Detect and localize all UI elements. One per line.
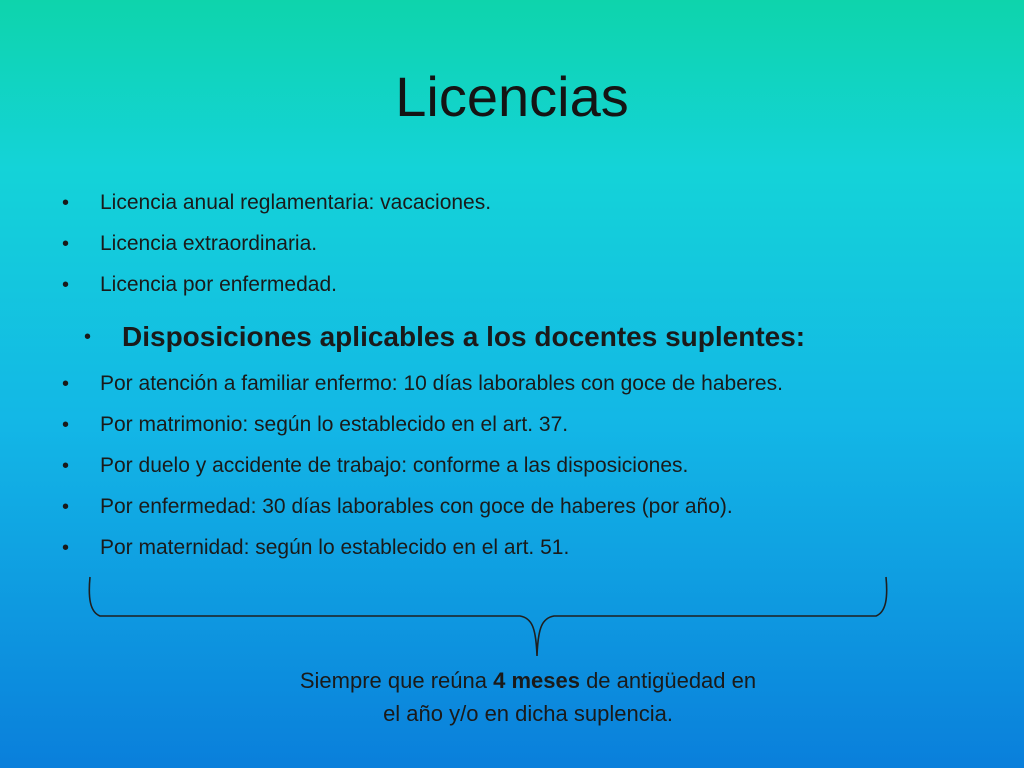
bullet-icon: • xyxy=(62,537,70,559)
note-text-line: el año y/o en dicha suplencia. xyxy=(383,701,673,726)
note-text xyxy=(228,664,828,730)
list-item-text: Por enfermedad: 30 días laborables con goce de haberes (por año). xyxy=(100,495,733,518)
bullet-icon: • xyxy=(84,326,92,348)
list-item-text: Por atención a familiar enfermo: 10 días laborables con goce de haberes. xyxy=(100,372,783,395)
bullet-icon: • xyxy=(62,455,70,477)
bullet-icon: • xyxy=(62,496,70,518)
note-text-part: Siempre que reúna xyxy=(299,668,494,693)
list-item-text: Por matrimonio: según lo establecido en el art. 37. xyxy=(100,413,569,436)
note-emphasis: 4 meses xyxy=(493,668,580,693)
list-item-text: Licencia anual reglamentaria: vacaciones. xyxy=(100,191,492,214)
list-item-text: Licencia extraordinaria. xyxy=(100,232,318,255)
note-text-part: de antigüedad en xyxy=(579,668,757,693)
bullet-icon: • xyxy=(62,192,70,214)
slide-title: Licencias xyxy=(395,65,629,128)
bullet-icon: • xyxy=(62,274,70,296)
bullet-icon: • xyxy=(62,233,70,255)
list-item-text: Por duelo y accidente de trabajo: conforme a las disposiciones. xyxy=(100,454,689,477)
bullet-icon: • xyxy=(62,373,70,395)
list-item-text: Por maternidad: según lo establecido en el art. 51. xyxy=(100,536,570,559)
bullet-icon: • xyxy=(62,414,70,436)
list-item-text: Licencia por enfermedad. xyxy=(100,273,337,296)
list-heading-text: Disposiciones aplicables a los docentes suplentes: xyxy=(122,321,806,352)
